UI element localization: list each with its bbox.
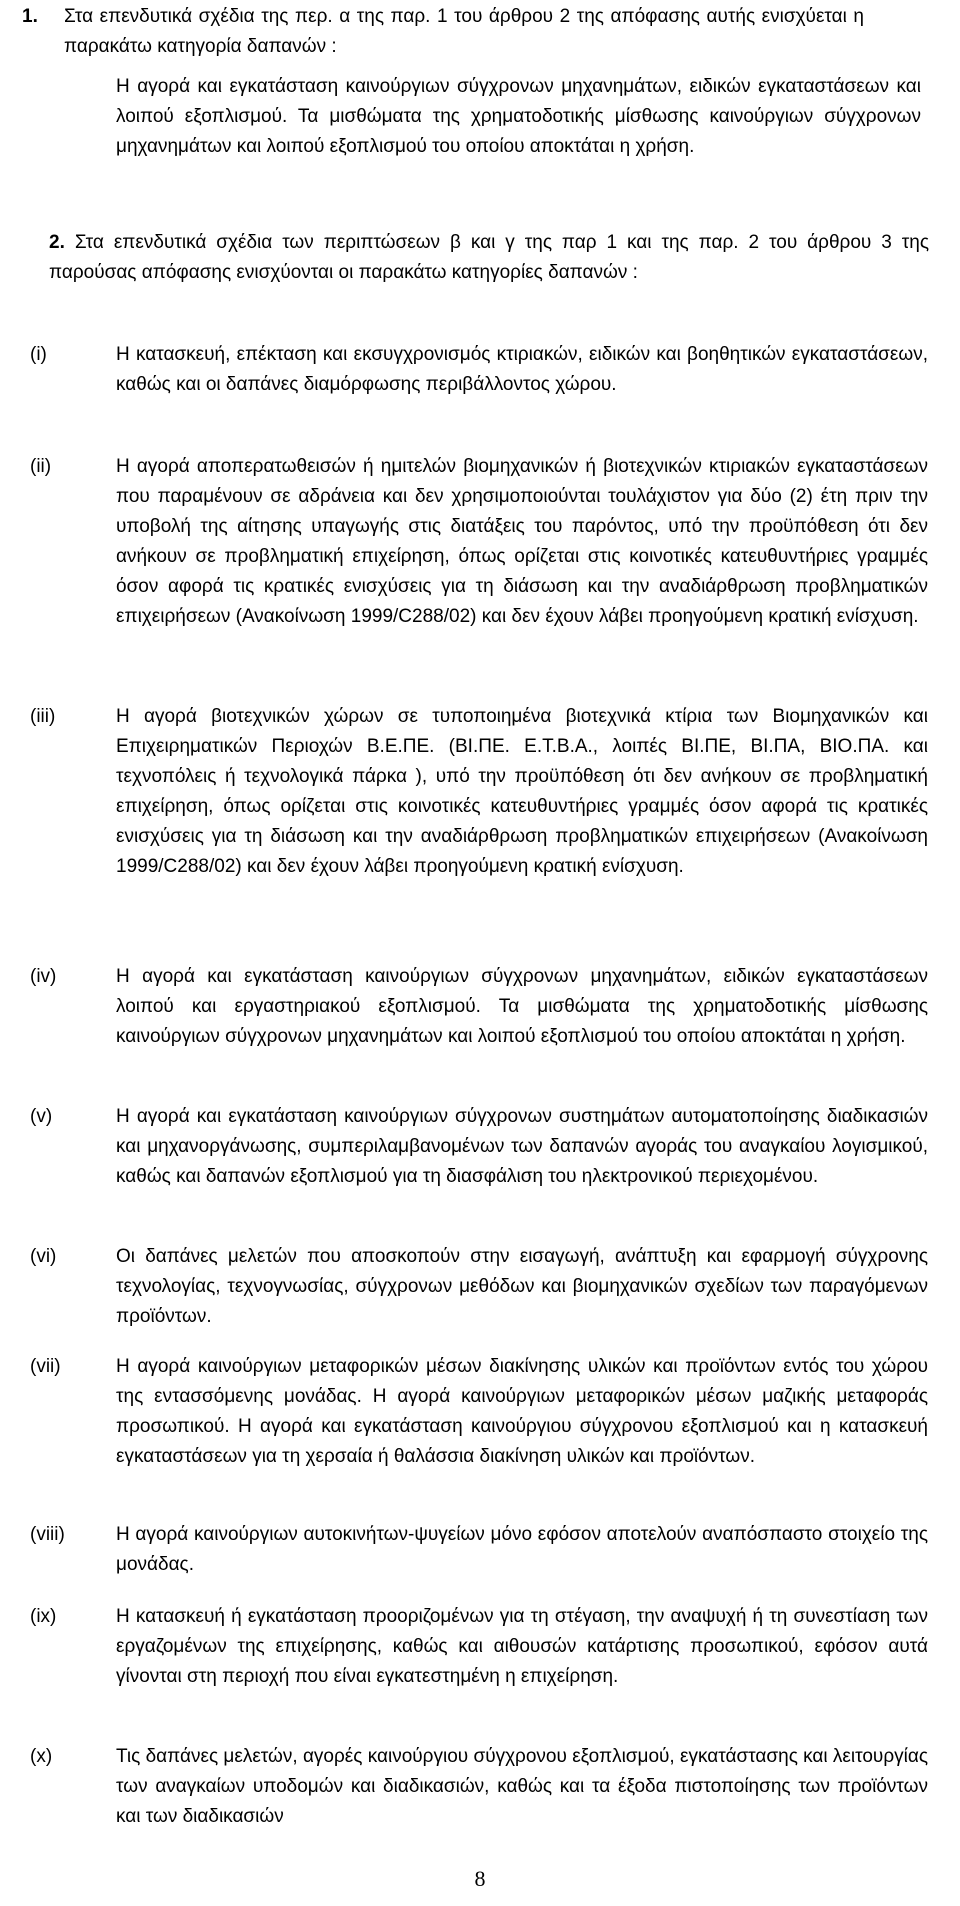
section-1-number: 1.: [22, 6, 38, 27]
section-1-intro: Στα επενδυτικά σχέδια της περ. α της παρ. 1 του άρθρου 2 της απόφασης αυτής ενισχύεται η παρακάτω κατηγορία δαπανών :: [64, 6, 864, 57]
list-item-number: (viii): [30, 1524, 65, 1545]
list-item-number: (iii): [30, 706, 56, 727]
list-item-text: Η αγορά αποπερατωθεισών ή ημιτελών βιομηχανικών ή βιοτεχνικών κτιριακών εγκαταστάσεων που παραμένουν σε αδράνεια και δεν χρησιμοποιούνται τουλάχιστον για δύο (2) έτη πριν την υποβολή της αίτησης υπαγωγής στις διατάξεις του παρόντος, υπό την προϋπόθεση ότι δεν ανήκουν σε προβληματική επιχείρηση, όπως ορίζεται στις κοινοτικές κατευθυντήριες γραμμές όσον αφορά τις κρατικές ενισχύσεις για τη διάσωση και την αναδιάρθρωση προβληματικών επιχειρήσεων (Ανακοίνωση 1999/C288/02) και δεν έχουν λάβει προηγούμενη κρατική ενίσχυση.: [116, 456, 928, 627]
list-item-text: Τις δαπάνες μελετών, αγορές καινούργιου σύγχρονου εξοπλισμού, εγκατάστασης και λειτουργίας των αναγκαίων υποδομών και διαδικασιών, καθώς και τα έξοδα πιστοποίησης των προϊόντων και των διαδικασιών: [116, 1746, 928, 1827]
list-item-number: (ii): [30, 456, 52, 477]
section-2-intro: Στα επενδυτικά σχέδια των περιπτώσεων β και γ της παρ 1 και της παρ. 2 του άρθρου 3 της παρούσας απόφασης ενισχύονται οι παρακάτω κατηγορίες δαπανών :: [49, 232, 930, 283]
list-item-text: Η αγορά και εγκατάσταση καινούργιων σύγχρονων μηχανημάτων, ειδικών εγκαταστάσεων λοιπού και εργαστηριακού εξοπλισμού. Τα μισθώματα της χρηματοδοτικής μίσθωσης καινούργιων σύγχρονων μηχανημάτων και λοιπού εξοπλισμού του οποίου αποκτάται η χρήση.: [116, 966, 928, 1047]
list-item-text: Η κατασκευή ή εγκατάσταση προοριζομένων για τη στέγαση, την αναψυχή ή τη συνεστίαση των εργαζομένων της επιχείρησης, καθώς και αιθουσών κατάρτισης προσωπικού, εφόσον αυτά γίνονται στη περιοχή που είναι εγκατεστημένη η επιχείρηση.: [116, 1606, 928, 1687]
section-2-number: 2.: [49, 232, 65, 253]
list-item-number: (ix): [30, 1606, 57, 1627]
list-item-text: Η αγορά καινούργιων μεταφορικών μέσων διακίνησης υλικών και προϊόντων εντός του χώρου της εντασσόμενης μονάδας. Η αγορά καινούργιων μεταφορικών μέσων μαζικής μεταφοράς προσωπικού. Η αγορά και εγκατάσταση καινούργιου σύγχρονου εξοπλισμού και η κατασκευή εγκαταστάσεων για τη χερσαία ή θαλάσσια διακίνηση υλικών και προϊόντων.: [116, 1356, 928, 1467]
section-1-body: Η αγορά και εγκατάσταση καινούργιων σύγχρονων μηχανημάτων, ειδικών εγκαταστάσεων και λοιπού εξοπλισμού. Τα μισθώματα της χρηματοδοτικής μίσθωσης καινούργιων σύγχρονων μηχανημάτων και λοιπού εξοπλισμού του οποίου αποκτάται η χρήση.: [116, 76, 921, 157]
section-1-heading: [22, 2, 922, 62]
section-1: [22, 2, 922, 62]
list-item-number: (v): [30, 1106, 53, 1127]
list-item-number: (x): [30, 1746, 53, 1767]
list-item-number: (i): [30, 344, 47, 365]
list-item-text: Η αγορά καινούργιων αυτοκινήτων-ψυγείων μόνο εφόσον αποτελούν αναπόσπαστο στοιχείο της μονάδας.: [116, 1524, 928, 1575]
section-2-intro-block: [49, 228, 929, 288]
list-item-text: Η κατασκευή, επέκταση και εκσυγχρονισμός κτιριακών, ειδικών και βοηθητικών εγκαταστάσεων, καθώς και οι δαπάνες διαμόρφωσης περιβάλλοντος χώρου.: [116, 344, 928, 395]
list-item-number: (vii): [30, 1356, 61, 1377]
list-item-number: (vi): [30, 1246, 57, 1267]
list-item-number: (iv): [30, 966, 57, 987]
list-item-text: Οι δαπάνες μελετών που αποσκοπούν στην εισαγωγή, ανάπτυξη και εφαρμογή σύγχρονης τεχνολογίας, τεχνογνωσίας, σύγχρονων μεθόδων και βιομηχανικών σχεδίων των παραγόμενων προϊόντων.: [116, 1246, 928, 1327]
list-item-text: Η αγορά βιοτεχνικών χώρων σε τυποποιημένα βιοτεχνικά κτίρια των Βιομηχανικών και Επιχειρηματικών Περιοχών Β.Ε.ΠΕ. (ΒΙ.ΠΕ. Ε.Τ.Β.Α., λοιπές ΒΙ.ΠΕ, ΒΙ.ΠΑ, ΒΙΟ.ΠΑ. και τεχνοπόλεις ή τεχνολογικά πάρκα ), υπό την προϋπόθεση ότι δεν ανήκουν σε προβληματική επιχείρηση, όπως ορίζεται στις κοινοτικές κατευθυντήριες γραμμές όσον αφορά τις κρατικές ενισχύσεις για τη διάσωση και την αναδιάρθρωση προβληματικών επιχειρήσεων (Ανακοίνωση 1999/C288/02) και δεν έχουν λάβει προηγούμενη κρατική ενίσχυση.: [116, 706, 928, 877]
list-item-text: Η αγορά και εγκατάσταση καινούργιων σύγχρονων συστημάτων αυτοματοποίησης διαδικασιών και μηχανοργάνωσης, συμπεριλαμβανομένων των δαπανών αγοράς του αναγκαίου λογισμικού, καθώς και δαπανών εξοπλισμού για τη διασφάλιση του ηλεκτρονικού περιεχομένου.: [116, 1106, 928, 1187]
page-number: 8: [474, 1866, 486, 1891]
